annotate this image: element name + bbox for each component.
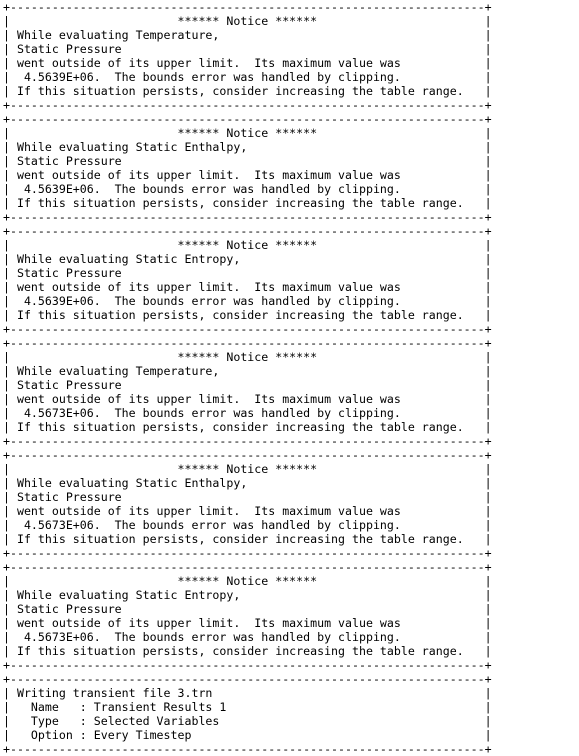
- notice-line: | If this situation persists, consider increasing the table range. |: [3, 308, 492, 322]
- notice-line: | went outside of its upper limit. Its maximum value was |: [3, 504, 492, 518]
- notice-title: | ****** Notice ****** |: [3, 574, 492, 588]
- notice-title: | ****** Notice ****** |: [3, 14, 492, 28]
- notice-line: | While evaluating Static Enthalpy, |: [3, 476, 492, 490]
- notice-line: | 4.5673E+06. The bounds error was handled by clipping. |: [3, 406, 492, 420]
- notice-line: | 4.5673E+06. The bounds error was handled by clipping. |: [3, 630, 492, 644]
- transient-line: | Type : Selected Variables |: [3, 714, 492, 728]
- notice-block: [3, 0, 492, 112]
- divider: +--------------------------------------------------------------------+: [3, 0, 492, 14]
- notice-line: | If this situation persists, consider increasing the table range. |: [3, 532, 492, 546]
- notice-line: | 4.5639E+06. The bounds error was handled by clipping. |: [3, 182, 492, 196]
- notice-line: | went outside of its upper limit. Its maximum value was |: [3, 56, 492, 70]
- transient-line: | Writing transient file 3.trn |: [3, 686, 492, 700]
- notice-line: | Static Pressure |: [3, 490, 492, 504]
- notice-line: | 4.5639E+06. The bounds error was handled by clipping. |: [3, 294, 492, 308]
- notice-line: | 4.5639E+06. The bounds error was handled by clipping. |: [3, 70, 492, 84]
- divider: +--------------------------------------------------------------------+: [3, 434, 492, 448]
- divider: +--------------------------------------------------------------------+: [3, 210, 492, 224]
- notice-line: | While evaluating Static Enthalpy, |: [3, 140, 492, 154]
- notice-line: | If this situation persists, consider increasing the table range. |: [3, 84, 492, 98]
- notice-line: | Static Pressure |: [3, 378, 492, 392]
- divider: +--------------------------------------------------------------------+: [3, 322, 492, 336]
- notice-block: [3, 224, 492, 336]
- notice-line: | If this situation persists, consider increasing the table range. |: [3, 420, 492, 434]
- transient-line: | Option : Every Timestep |: [3, 728, 492, 742]
- divider: +--------------------------------------------------------------------+: [3, 98, 492, 112]
- notice-line: | While evaluating Static Entropy, |: [3, 252, 492, 266]
- transient-line: | Name : Transient Results 1 |: [3, 700, 492, 714]
- notice-line: | Static Pressure |: [3, 42, 492, 56]
- notice-block: [3, 112, 492, 224]
- notice-line: | Static Pressure |: [3, 602, 492, 616]
- notice-line: | went outside of its upper limit. Its maximum value was |: [3, 392, 492, 406]
- notice-line: | While evaluating Temperature, |: [3, 28, 492, 42]
- notice-line: | If this situation persists, consider increasing the table range. |: [3, 196, 492, 210]
- notice-title: | ****** Notice ****** |: [3, 350, 492, 364]
- solver-output-log: [3, 0, 492, 756]
- divider: +--------------------------------------------------------------------+: [3, 658, 492, 672]
- notice-title: | ****** Notice ****** |: [3, 126, 492, 140]
- notice-line: | 4.5673E+06. The bounds error was handled by clipping. |: [3, 518, 492, 532]
- notice-block: [3, 448, 492, 560]
- divider: +--------------------------------------------------------------------+: [3, 672, 492, 686]
- notice-line: | If this situation persists, consider increasing the table range. |: [3, 644, 492, 658]
- notice-title: | ****** Notice ****** |: [3, 238, 492, 252]
- transient-file-block: [3, 672, 492, 756]
- divider: +--------------------------------------------------------------------+: [3, 448, 492, 462]
- divider: +--------------------------------------------------------------------+: [3, 336, 492, 350]
- divider: +--------------------------------------------------------------------+: [3, 546, 492, 560]
- notice-line: | went outside of its upper limit. Its maximum value was |: [3, 616, 492, 630]
- notice-block: [3, 336, 492, 448]
- notice-block: [3, 560, 492, 672]
- divider: +--------------------------------------------------------------------+: [3, 224, 492, 238]
- notice-line: | went outside of its upper limit. Its maximum value was |: [3, 280, 492, 294]
- notice-line: | went outside of its upper limit. Its maximum value was |: [3, 168, 492, 182]
- notice-line: | While evaluating Static Entropy, |: [3, 588, 492, 602]
- notice-line: | Static Pressure |: [3, 154, 492, 168]
- divider: +--------------------------------------------------------------------+: [3, 112, 492, 126]
- divider: +--------------------------------------------------------------------+: [3, 560, 492, 574]
- divider: +--------------------------------------------------------------------+: [3, 742, 492, 756]
- notice-title: | ****** Notice ****** |: [3, 462, 492, 476]
- notice-line: | Static Pressure |: [3, 266, 492, 280]
- notice-line: | While evaluating Temperature, |: [3, 364, 492, 378]
